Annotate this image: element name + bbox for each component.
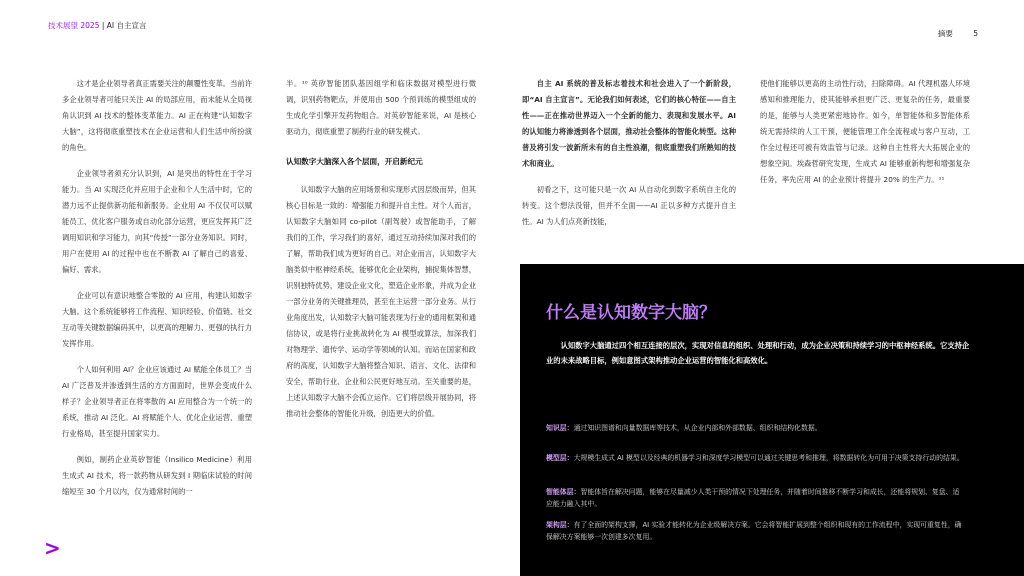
paragraph: 企业可以有意识地整合零散的 AI 应用，构建认知数字大脑。这个系统能够将工作流程、知识经验、价值链、社交互动等关键数据编码其中，以更高的理解力、更强的执行力发挥作用。 [62,291,252,348]
report-section: AI 自主宣言 [106,21,147,30]
layer-term: 智能体层： [546,488,581,496]
layer-text: 通过知识图谱和向量数据库等技术，从企业内部和外部数据、组织和结构化数据。 [573,424,822,432]
layer-text: 大规模生成式 AI 模型以及经典的机器学习和深度学习模型可以通过关键思考和推理，将数据转化为可用于决策支持行动的结果。 [573,454,964,462]
paragraph: 使他们能够以更高的主动性行动，扫除障碍。AI 代理机器人环境感知和推理能力，使其能够承担更广泛、更复杂的任务，最重要的是，能够与人类更紧密地协作。如今，单智能体和多智能体系统无需持续的人工干预，便能管理工作全流程或与客户互动，工作全过程还可被有效监管与记录。这种自主性将大大拓展企业的想象空间。埃森哲研究发现，生成式 AI 能够重新构想和增强复杂任务，率先应用 AI 的企业预计将提升 20% 的生产力。¹¹ [760,79,970,184]
running-header [48,20,147,31]
callout-panel [520,264,1024,576]
paragraph: 初看之下，这可能只是一次 AI 从自动化到数字系统自主化的转变。这个想法没错，但并不全面——AI 正以多种方式提升自主性。AI 为人们点亮新技能， [522,185,736,226]
layer-item-knowledge [546,422,966,434]
layer-item-agent [546,486,966,510]
layer-text: 智能体旨在解决问题，能够在尽量减少人类干预的情况下处理任务，并随着时间推移不断学习和成长，还能将规划、复盘、适应能力融入其中。 [546,488,960,508]
panel-title: 什么是认知数字大脑？ [546,303,716,323]
section-label: 摘要 [937,29,953,38]
paragraph: 企业领导者须充分认识到，AI 是突出的特性在于学习能力。当 AI 实现泛化并应用于企业和个人生活中时，它的潜力远不止提供新功能和新服务。企业用 AI 不仅仅可以赋能员工、优化客户服务或自动化部分运营，更应发挥其广泛调用知识和学习能力，向其“传授”一部分业务知识。同时，用户在使用 AI 的过程中也在不断教 AI 了解自己的喜爱、偏好、需求。 [62,169,252,274]
column-1 [62,76,252,510]
panel-intro: 认知数字大脑通过四个相互连接的层次，实现对信息的组织、处理和行动，成为企业决策和持续学习的中枢神经系统。它支持企业的未来战略目标，例如意图式架构推动企业运营的智能化和高效化。 [546,341,970,365]
report-brand: 技术展望 2025 [48,21,100,30]
layer-term: 架构层： [546,521,574,529]
section-heading: 认知数字大脑深入各个层面，开启新纪元 [286,157,423,166]
page-number: 5 [973,29,978,38]
header-separator: | [101,21,105,30]
paragraph: 这才是企业领导者真正需要关注的颠覆性变革。当前许多企业领导者可能只关注 AI 的局部应用，而未能从全局视角认识到 AI 技术的整体变革能力。AI 正在构建“认知数字大脑”，这将彻底重塑技术在企业运营和人们生活中所扮演的角色。 [62,79,252,152]
paragraph: 认知数字大脑的应用场景和实现形式因层级而异，但其核心目标是一致的：增强能力和提升自主性。对个人而言，认知数字大脑如同 co-pilot（副驾驶）或智能助手，了解我们的工作，学习我们的喜好，通过互动持续加深对我们的了解，帮助我们成为更好的自己。对企业而言，认知数字大脑类似中枢神经系统，能够优化企业架构，捕捉集体智慧，识别独特优势，建设企业文化，塑造企业形象，并成为企业一部分业务的关键推理员，甚至在主运营一部分业务。从行业角度出发，认知数字大脑可能表现为行业的通用框架和通信协议，或是将行业挑战转化为 AI 模型或算法，加深我们对物理学、遗传学、运动学等领域的认知。而站在国家和政府的高度，认知数字大脑将整合知识、语言、文化、法律和安全，帮助行业、企业和公民更好地互动。至关重要的是，上述认知数字大脑不会孤立运作。它们将层级开展协同，将推动社会整体的智能化升级，创造更大的价值。 [286,185,476,418]
column-2 [286,76,476,432]
layer-term: 知识层： [546,424,574,432]
paragraph: 半。¹⁰ 英矽智能团队基因组学和临床数据对模型进行微调，识别药物靶点，并使用由 500 个预训练的模型组成的生成化学引擎开发药物组合。对英矽智能来说，AI 是核心驱动力，彻底重塑了制药行业的研发模式。 [286,79,476,136]
lead-paragraph: 自主 AI 系统的普及标志着技术和社会进入了一个新阶段，即“AI 自主宣言”。无论我们如何表述，它们的核心特征——自主性——正在推动世界迈入一个全新的能力、表现和发展水平。AI 的认知能力将渗透到各个层面，推动社会整体的智能化转型。这种普及将引发一波新所未有的自主性浪潮，彻底重塑我们所熟知的技术和商业。 [522,79,736,168]
layer-item-model [546,452,966,464]
paragraph: 例如，制药企业英矽智能（Insilico Medicine）利用生成式 AI 技术，将一款药物从研发到 I 期临床试验的时间缩短至 30 个月以内，仅为通常时间的一 [62,455,252,496]
layer-text: 有了全面的架构支撑，AI 实验才能转化为企业级解决方案。它会将智能扩展到整个组织和现有的工作流程中，实现可重复性，确保解决方案能够一次创建多次复用。 [546,521,962,541]
paragraph: 个人如何利用 AI？企业应该通过 AI 赋能全体员工？当 AI 广泛普及并渗透到生活的方方面面时，世界会变成什么样子？企业领导者正在将零散的 AI 应用整合为一个统一的系统，推动 AI 泛化。AI 将赋能个人、优化企业运营、重塑行业格局，甚至提升国家实力。 [62,365,252,438]
brand-arrow-icon: > [44,536,61,560]
layer-item-architecture [546,519,966,543]
column-3 [522,76,736,240]
page-marker [938,28,978,39]
layer-term: 模型层： [546,454,574,462]
column-4 [760,76,970,198]
